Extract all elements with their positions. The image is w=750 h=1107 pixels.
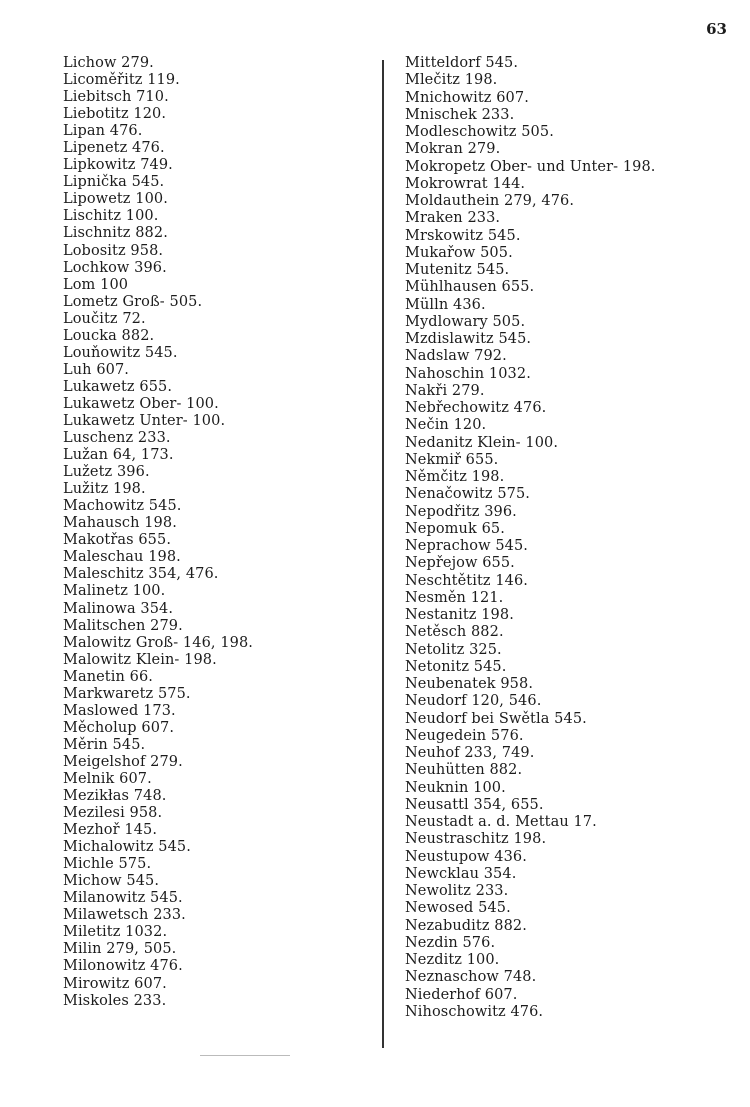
index-entry: Manetin 66.	[63, 668, 153, 685]
index-entry: Markwaretz 575.	[63, 685, 191, 702]
index-entry: Maleschau 198.	[63, 549, 181, 566]
index-entry: Nepomuk 65.	[405, 520, 505, 537]
index-entry: Luschenz 233.	[63, 430, 171, 447]
index-entry: Lipowetz 100.	[63, 191, 168, 208]
index-entry: Lischitz 100.	[63, 208, 159, 225]
index-entry: Mrskowitz 545.	[405, 227, 521, 244]
index-column-right	[405, 55, 735, 1021]
index-entry: Lužan 64, 173.	[63, 447, 174, 464]
index-entry: Lom 100	[63, 276, 129, 293]
index-entry: Lobositz 958.	[63, 242, 164, 259]
index-entry: Nebřechowitz 476.	[405, 400, 547, 416]
index-entry: Lochkow 396.	[63, 259, 167, 276]
index-entry: Liebitsch 710.	[63, 89, 169, 106]
bottom-rule	[200, 1055, 290, 1056]
index-entry: Mnischek 233.	[405, 106, 515, 123]
index-entry: Mokran 279.	[405, 141, 501, 158]
index-entry: Malinetz 100.	[63, 583, 166, 600]
index-entry: Luh 607.	[63, 361, 130, 378]
index-entry: Neuhof 233, 749.	[405, 745, 535, 761]
index-entry: Neuknin 100.	[405, 779, 506, 796]
index-entry: Neubenatek 958.	[405, 676, 534, 692]
index-entry: Nesměn 121.	[405, 589, 504, 606]
index-entry: Newolitz 233.	[405, 883, 509, 899]
index-entry: Mnichowitz 607.	[405, 89, 529, 106]
index-entry: Makotřas 655.	[63, 532, 172, 549]
index-entry: Mokrowrat 144.	[405, 175, 526, 192]
index-entry: Michalowitz 545.	[63, 839, 191, 856]
index-entry: Lometz Groß- 505.	[63, 293, 203, 310]
index-entry: Lipan 476.	[63, 123, 143, 140]
index-entry: Mülln 436.	[405, 296, 486, 313]
index-entry: Mokropetz Ober- und Unter- 198.	[405, 158, 656, 175]
index-entry: Lipenetz 476.	[63, 140, 165, 157]
index-entry: Neusattl 354, 655.	[405, 796, 544, 813]
index-entry: Mezilesi 958.	[63, 805, 163, 822]
index-entry: Malinowa 354.	[63, 600, 174, 617]
index-entry: Nakři 279.	[405, 382, 485, 399]
index-entry: Meigelshof 279.	[63, 753, 183, 770]
index-entry: Nepřejow 655.	[405, 555, 515, 572]
index-entry: Neustraschitz 198.	[405, 831, 547, 848]
index-entry: Newcklau 354.	[405, 865, 517, 882]
index-entry: Neprachow 545.	[405, 538, 529, 554]
column-divider	[382, 60, 384, 1048]
index-entry: Netolitz 325.	[405, 641, 502, 658]
index-entry: Nedanitz Klein- 100.	[405, 434, 559, 451]
index-entry: Nezdin 576.	[405, 934, 496, 951]
index-entry: Němčitz 198.	[405, 469, 505, 485]
index-entry: Louňowitz 545.	[63, 344, 178, 361]
index-entry: Mahausch 198.	[63, 515, 177, 532]
index-entry: Netonitz 545.	[405, 658, 507, 675]
index-entry: Licoměřitz 119.	[63, 72, 180, 89]
index-entry: Newosed 545.	[405, 900, 511, 917]
index-entry: Malowitz Groß- 146, 198.	[63, 634, 254, 651]
index-entry: Měcholup 607.	[63, 719, 175, 736]
index-entry: Mezikłas 748.	[63, 788, 167, 805]
index-entry: Modleschowitz 505.	[405, 124, 554, 140]
index-entry: Maleschitz 354, 476.	[63, 566, 219, 583]
index-entry: Nekmiř 655.	[405, 451, 499, 468]
index-entry: Nestanitz 198.	[405, 607, 514, 623]
index-entry: Neugedein 576.	[405, 727, 524, 744]
index-entry: Loucka 882.	[63, 327, 155, 344]
index-entry: Měrin 545.	[63, 736, 146, 753]
index-entry: Melnik 607.	[63, 770, 152, 787]
index-entry: Neschtětitz 146.	[405, 572, 529, 589]
index-entry: Neudorf 120, 546.	[405, 693, 542, 710]
index-entry: Neustadt a. d. Mettau 17.	[405, 814, 597, 830]
index-entry: Nezabuditz 882.	[405, 917, 527, 934]
index-entry: Lužetz 396.	[63, 464, 150, 481]
index-entry: Nihoschowitz 476.	[405, 1003, 544, 1020]
index-entry: Michow 545.	[63, 873, 160, 890]
index-entry: Milanowitz 545.	[63, 890, 183, 907]
index-entry: Mlečitz 198.	[405, 72, 498, 89]
index-entry: Neznaschow 748.	[405, 969, 537, 986]
index-entry: Milin 279, 505.	[63, 941, 177, 958]
index-entry: Loučitz 72.	[63, 310, 146, 327]
index-entry: Miletitz 1032.	[63, 924, 168, 941]
page-number: 63	[706, 20, 727, 38]
index-entry: Neudorf bei Swětla 545.	[405, 710, 587, 727]
index-entry: Neuhütten 882.	[405, 762, 523, 779]
index-entry: Nezditz 100.	[405, 952, 500, 968]
index-entry: Milawetsch 233.	[63, 907, 186, 924]
index-entry: Niederhof 607.	[405, 986, 518, 1003]
index-entry: Maslowed 173.	[63, 702, 176, 719]
index-entry: Mühlhausen 655.	[405, 279, 535, 296]
index-entry: Nenačowitz 575.	[405, 486, 531, 503]
index-entry: Neustupow 436.	[405, 848, 527, 865]
index-entry: Milonowitz 476.	[63, 958, 183, 975]
index-entry: Mirowitz 607.	[63, 975, 167, 992]
index-entry: Mukařow 505.	[405, 244, 513, 261]
index-column-left	[63, 55, 373, 1010]
index-entry: Lipkowitz 749.	[63, 157, 173, 174]
index-entry: Michle 575.	[63, 856, 152, 873]
index-entry: Mitteldorf 545.	[405, 55, 519, 71]
index-entry: Machowitz 545.	[63, 498, 182, 515]
index-entry: Malitschen 279.	[63, 617, 183, 634]
index-entry: Miskoles 233.	[63, 992, 167, 1009]
index-entry: Lukawetz 655.	[63, 378, 173, 395]
index-entry: Nečin 120.	[405, 417, 487, 434]
index-entry: Moldauthein 279, 476.	[405, 193, 575, 209]
index-entry: Mutenitz 545.	[405, 262, 510, 278]
index-entry: Mydlowary 505.	[405, 313, 526, 330]
index-entry: Nadslaw 792.	[405, 348, 507, 365]
index-entry: Malowitz Klein- 198.	[63, 651, 217, 668]
index-entry: Lipnička 545.	[63, 174, 165, 191]
index-entry: Lichow 279.	[63, 55, 154, 71]
index-entry: Lukawetz Ober- 100.	[63, 395, 219, 412]
index-entry: Nepodřitz 396.	[405, 503, 517, 520]
index-entry: Lužitz 198.	[63, 481, 146, 498]
index-entry: Lukawetz Unter- 100.	[63, 412, 226, 429]
index-entry: Nahoschin 1032.	[405, 365, 531, 382]
index-entry: Mezhoř 145.	[63, 822, 158, 839]
index-entry: Mraken 233.	[405, 210, 501, 227]
index-entry: Netěsch 882.	[405, 624, 504, 641]
index-entry: Lischnitz 882.	[63, 225, 168, 242]
index-entry: Liebotitz 120.	[63, 106, 167, 123]
index-entry: Mzdislawitz 545.	[405, 331, 532, 347]
